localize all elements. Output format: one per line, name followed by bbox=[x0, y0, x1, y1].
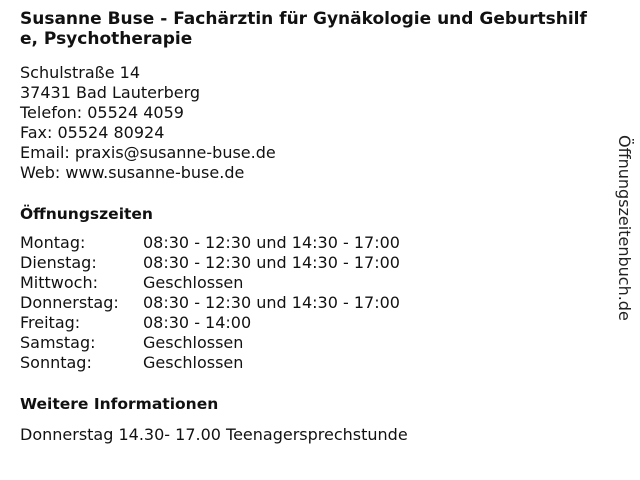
hours-row bbox=[20, 253, 400, 273]
email-address: Email: praxis@susanne-buse.de bbox=[20, 143, 276, 162]
hours-time: Geschlossen bbox=[143, 273, 244, 292]
page-title: Susanne Buse - Fachärztin für Gynäkologie und Geburtshilfe, Psychotherapie bbox=[20, 9, 587, 49]
hours-row bbox=[20, 273, 400, 293]
hours-row bbox=[20, 313, 400, 333]
hours-day: Montag: bbox=[20, 233, 86, 252]
info-heading: Weitere Informationen bbox=[20, 395, 219, 413]
hours-day: Sonntag: bbox=[20, 353, 92, 372]
hours-row bbox=[20, 293, 400, 313]
hours-day: Samstag: bbox=[20, 333, 96, 352]
hours-time: 08:30 - 14:00 bbox=[143, 313, 252, 332]
contact-block bbox=[20, 63, 276, 183]
hours-day: Donnerstag: bbox=[20, 293, 119, 312]
hours-heading: Öffnungszeiten bbox=[20, 205, 153, 223]
hours-time: 08:30 - 12:30 und 14:30 - 17:00 bbox=[143, 293, 400, 312]
hours-day: Mittwoch: bbox=[20, 273, 98, 292]
hours-time: Geschlossen bbox=[143, 353, 244, 372]
hours-day: Freitag: bbox=[20, 313, 81, 332]
hours-day: Dienstag: bbox=[20, 253, 97, 272]
address-street: Schulstraße 14 bbox=[20, 63, 141, 82]
hours-row bbox=[20, 353, 400, 373]
fax-number: Fax: 05524 80924 bbox=[20, 123, 165, 142]
info-text: Donnerstag 14.30- 17.00 Teenagersprechstunde bbox=[20, 425, 408, 444]
hours-table bbox=[20, 233, 400, 373]
watermark bbox=[612, 135, 636, 365]
phone-number: Telefon: 05524 4059 bbox=[20, 103, 184, 122]
website: Web: www.susanne-buse.de bbox=[20, 163, 245, 182]
hours-time: 08:30 - 12:30 und 14:30 - 17:00 bbox=[143, 233, 400, 252]
watermark-text: Öffnungszeitenbuch.de bbox=[615, 135, 634, 321]
hours-row bbox=[20, 333, 400, 353]
hours-time: 08:30 - 12:30 und 14:30 - 17:00 bbox=[143, 253, 400, 272]
address-city: 37431 Bad Lauterberg bbox=[20, 83, 201, 102]
hours-time: Geschlossen bbox=[143, 333, 244, 352]
hours-row bbox=[20, 233, 400, 253]
